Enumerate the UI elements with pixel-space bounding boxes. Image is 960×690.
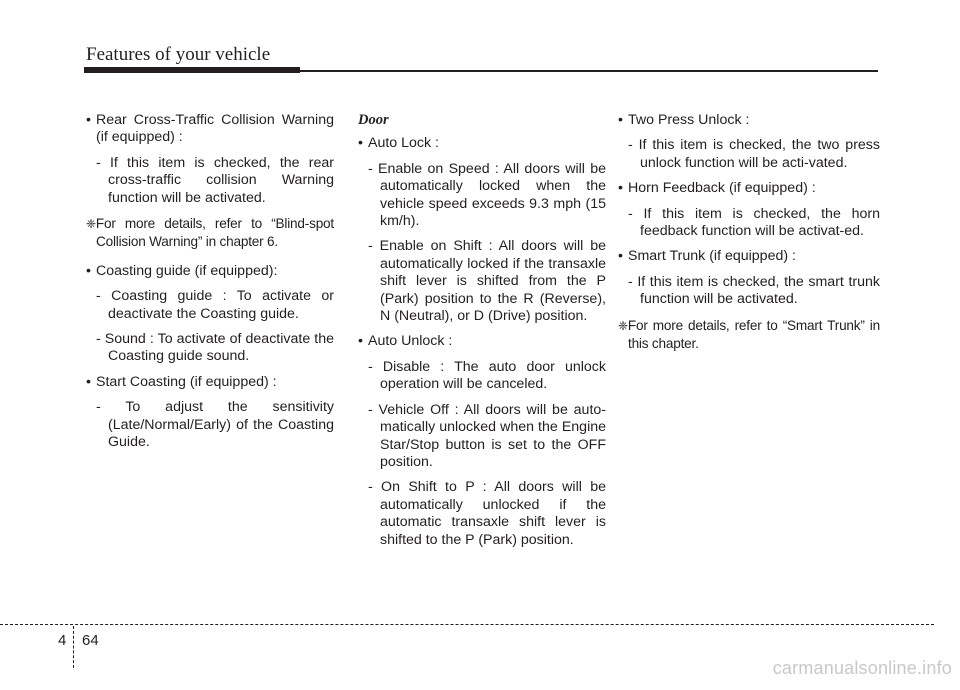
two-press-unlock-label: Two Press Unlock :	[628, 112, 750, 128]
rcta-label: Rear Cross-Traffic Collision Warning (if equipped) :	[96, 112, 334, 146]
auto-unlock-label: Auto Unlock :	[368, 333, 453, 350]
rcta-note	[86, 215, 334, 251]
header-rule-thin	[300, 70, 878, 72]
horn-feedback-item	[618, 180, 880, 197]
column-1	[86, 112, 334, 460]
two-press-unlock-item	[618, 112, 880, 129]
rcta-sub-1: - If this item is checked, the rear cross-traffic collision Warning function will be activated.	[96, 154, 334, 206]
auto-unlock-sub-1: - Disable : The auto door unlock operation will be canceled.	[368, 358, 606, 393]
column-2	[358, 112, 606, 557]
auto-unlock-item	[358, 333, 606, 350]
smart-trunk-sub-1: - If this item is checked, the smart trunk function will be activated.	[628, 273, 880, 308]
note-symbol-icon: ❈	[86, 217, 96, 232]
horn-feedback-sub-1: - If this item is checked, the horn feedback function will be activat-ed.	[628, 205, 880, 240]
header-rule-thick	[84, 67, 300, 73]
coasting-guide-sub-1: - Coasting guide : To activate or deactivate the Coasting guide.	[96, 288, 334, 322]
footer-dashed-rule	[0, 624, 934, 625]
smart-trunk-note-text: For more details, refer to “Smart Trunk” in this chapter.	[627, 317, 880, 352]
footer-chapter-number: 4	[58, 632, 67, 649]
auto-lock-sub-2: - Enable on Shift : All doors will be automatically locked if the transaxle shift lever is shifted from the P (Park) position to the R (Reverse), N (Neutral), or D (Drive) position.	[368, 238, 606, 325]
smart-trunk-label: Smart Trunk (if equipped) :	[628, 248, 796, 265]
start-coasting-sub-1: - To adjust the sensitivity (Late/Normal/Early) of the Coasting Guide.	[96, 399, 334, 451]
horn-feedback-label: Horn Feedback (if equipped) :	[628, 180, 816, 197]
section-heading-door: Door	[358, 112, 389, 128]
coasting-guide-item	[86, 263, 334, 280]
auto-lock-label: Auto Lock :	[368, 135, 439, 152]
auto-unlock-sub-2: - Vehicle Off : All doors will be auto-matically unlocked when the Engine Star/Stop button is set to the OFF position.	[368, 401, 606, 470]
start-coasting-label: Start Coasting (if equipped) :	[96, 373, 277, 390]
start-coasting-item	[86, 374, 334, 391]
column-3	[618, 112, 880, 364]
footer-page-divider	[73, 626, 74, 668]
rcta-note-text: For more details, refer to “Blind-spot Collision Warning” in chapter 6.	[95, 216, 334, 250]
auto-lock-sub-1: - Enable on Speed : All doors will be automatically locked when the vehicle speed exceeds 9.3 mph (15 km/h).	[368, 160, 606, 230]
coasting-guide-sub-2: - Sound : To activate of deactivate the Coasting guide sound.	[96, 331, 334, 365]
coasting-guide-label: Coasting guide (if equipped):	[96, 262, 278, 279]
watermark-text: carmanualsonline.info	[772, 658, 952, 678]
rcta-item	[86, 112, 334, 147]
auto-unlock-sub-3: - On Shift to P : All doors will be automatically unlocked if the automatic transaxle shift lever is shifted to the P (Park) position.	[368, 479, 606, 548]
smart-trunk-note	[618, 317, 880, 353]
smart-trunk-item	[618, 248, 880, 265]
two-press-unlock-sub-1: - If this item is checked, the two press unlock function will be acti-vated.	[628, 137, 880, 171]
auto-lock-item	[358, 135, 606, 152]
note-symbol-icon: ❈	[618, 318, 628, 333]
page-header-title: Features of your vehicle	[86, 44, 271, 65]
footer-page-number: 64	[82, 632, 99, 649]
